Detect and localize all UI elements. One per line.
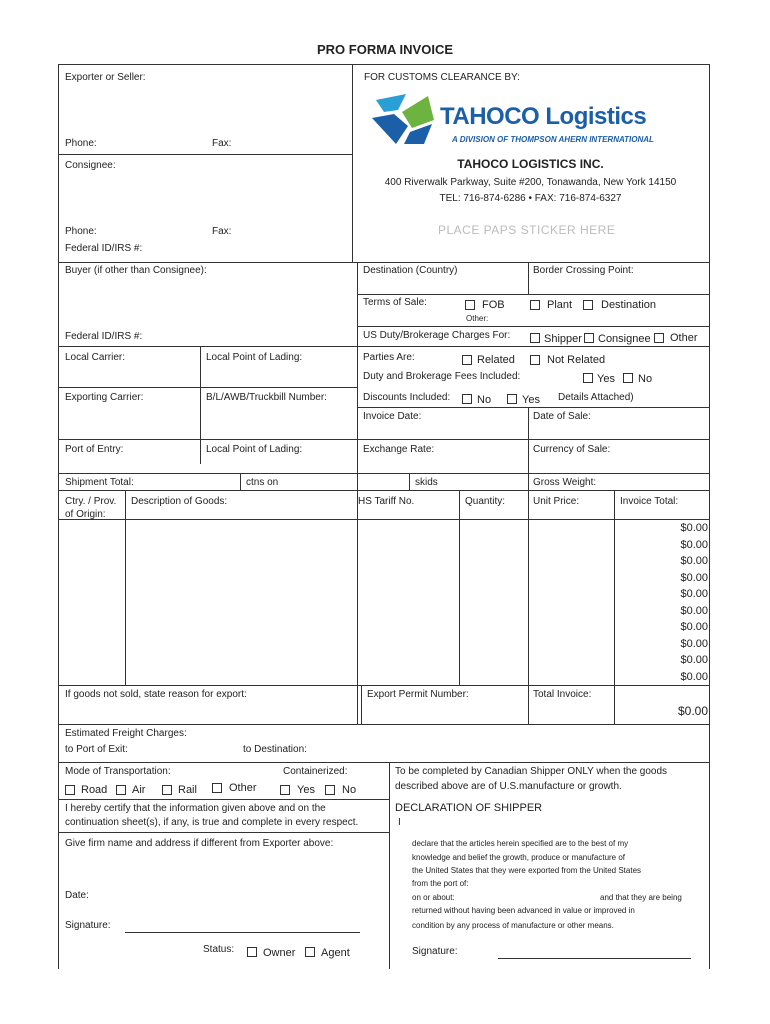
lading-point-label: Local Point of Lading: [206, 444, 303, 455]
line-total: $0.00 [680, 621, 708, 633]
declaration-line4: from the port of: [412, 879, 469, 888]
line-total: $0.00 [680, 588, 708, 600]
related-checkbox[interactable] [462, 355, 472, 365]
duty-shipper-checkbox[interactable] [530, 333, 540, 343]
divider [357, 407, 709, 408]
declaration-line2: knowledge and belief the growth, produce or manufacture of [412, 853, 626, 862]
col-divider [389, 762, 390, 969]
parties-label: Parties Are: [363, 352, 415, 363]
terms-label: Terms of Sale: [363, 297, 427, 308]
road-label: Road [81, 784, 108, 796]
col-divider [528, 262, 529, 294]
col-divider [528, 490, 529, 724]
company-contact: TEL: 716-874-6286 • FAX: 716-874-6327 [439, 193, 622, 204]
frame-top [58, 64, 709, 65]
buyer-federal-id-label: Federal ID/IRS #: [65, 331, 143, 342]
col-divider [409, 473, 410, 490]
certify-line1: I hereby certify that the information given above and on the [65, 803, 326, 814]
divider [58, 387, 357, 388]
status-label: Status: [203, 944, 235, 955]
exporter-phone-label: Phone: [65, 138, 97, 149]
divider [58, 154, 352, 155]
line-total: $0.00 [680, 555, 708, 567]
canadian-line2: described above are of U.S.manufacture or growth. [395, 781, 622, 792]
border-crossing-label: Border Crossing Point: [533, 265, 634, 276]
port-entry-label: Port of Entry: [65, 444, 124, 455]
exporter-fax-label: Fax: [212, 138, 232, 149]
divider [357, 326, 709, 327]
declaration-line7: condition by any process of manufacture or other means. [412, 921, 614, 930]
freight-label: Estimated Freight Charges: [65, 728, 187, 739]
containerized-no-checkbox[interactable] [325, 785, 335, 795]
duty-label: US Duty/Brokerage Charges For: [363, 330, 511, 341]
quantity-header: Quantity: [465, 496, 506, 507]
canadian-line1: To be completed by Canadian Shipper ONLY when the goods [395, 766, 668, 777]
frame-right [709, 64, 710, 969]
discounts-no-label: No [477, 394, 492, 406]
duty-consignee-checkbox[interactable] [584, 333, 594, 343]
mode-label: Mode of Transportation: [65, 766, 171, 777]
duty-shipper-label: Shipper [544, 333, 582, 345]
fees-label: Duty and Brokerage Fees Included: [363, 371, 521, 382]
related-label: Related [477, 354, 515, 366]
duty-consignee-label: Consignee [598, 333, 651, 345]
line-total: $0.00 [680, 638, 708, 650]
owner-label: Owner [263, 947, 296, 959]
buyer-label: Buyer (if other than Consignee): [65, 265, 207, 276]
divider [58, 346, 709, 347]
divider [58, 685, 709, 686]
col-divider [240, 473, 241, 490]
not-sold-label: If goods not sold, state reason for export: [65, 689, 247, 700]
ctry-prov-header: Ctry. / Prov. [65, 496, 117, 507]
discounts-label: Discounts Included: [363, 392, 451, 403]
divider [58, 439, 709, 440]
not-related-checkbox[interactable] [530, 355, 540, 365]
other-mode-checkbox[interactable] [212, 783, 222, 793]
fees-yes-checkbox[interactable] [583, 373, 593, 383]
hs-tariff-header: HS Tariff No. [358, 496, 415, 507]
plant-label: Plant [547, 299, 573, 311]
to-destination-label: to Destination: [243, 744, 307, 755]
declaration-line1: declare that the articles herein specified are to the best of my [412, 839, 629, 848]
total-invoice-value: $0.00 [677, 704, 708, 718]
consignee-phone-label: Phone: [65, 226, 97, 237]
unit-price-header: Unit Price: [533, 496, 580, 507]
discounts-yes-checkbox[interactable] [507, 394, 517, 404]
other-mode-label: Other [229, 782, 257, 794]
agent-label: Agent [321, 947, 350, 959]
discounts-details-label: Details Attached) [558, 392, 634, 403]
declaration-signature-label: Signature: [412, 946, 458, 957]
gross-weight-label: Gross Weight: [533, 477, 597, 488]
exporting-carrier-label: Exporting Carrier: [65, 392, 144, 403]
consignee-label: Consignee: [65, 160, 116, 171]
line-total: $0.00 [680, 522, 708, 534]
frame-left [58, 64, 59, 969]
col-divider [361, 685, 362, 724]
shipment-total-label: Shipment Total: [65, 477, 134, 488]
logo-text: TAHOCO Logistics [440, 103, 647, 130]
skids-label: skids [415, 477, 438, 488]
agent-checkbox[interactable] [305, 947, 315, 957]
declaration-line3: the United States that they were exported from the United States [412, 866, 642, 875]
declaration-line5: on or about: [412, 893, 455, 902]
divider [58, 724, 709, 725]
invoice-total-header: Invoice Total: [620, 496, 679, 507]
frame-right [709, 294, 710, 326]
line-total: $0.00 [680, 572, 708, 584]
destination-checkbox[interactable] [583, 300, 593, 310]
duty-other-label: Other [670, 332, 698, 344]
air-label: Air [132, 784, 146, 796]
divider [58, 473, 709, 474]
terms-other-label: Other: [466, 314, 489, 323]
divider [58, 262, 709, 263]
fob-label: FOB [482, 299, 505, 311]
origin-header: of Origin: [65, 509, 106, 520]
declaration-signature-line[interactable] [498, 958, 691, 959]
owner-checkbox[interactable] [247, 947, 257, 957]
fees-no-label: No [638, 373, 653, 385]
total-invoice-label: Total Invoice: [533, 689, 592, 700]
containerized-label: Containerized: [283, 766, 348, 777]
road-checkbox[interactable] [65, 785, 75, 795]
date-of-sale-label: Date of Sale: [533, 411, 591, 422]
local-lading-label: Local Point of Lading: [206, 352, 303, 363]
col-divider [614, 490, 615, 724]
rail-label: Rail [178, 784, 197, 796]
divider [357, 294, 709, 295]
line-total: $0.00 [680, 539, 708, 551]
fees-no-checkbox[interactable] [623, 373, 633, 383]
company-name: TAHOCO LOGISTICS INC. [457, 157, 604, 171]
col-divider [200, 346, 201, 464]
col-divider [357, 262, 358, 724]
fees-yes-label: Yes [597, 373, 615, 385]
containerized-yes-checkbox[interactable] [280, 785, 290, 795]
ctns-on-label: ctns on [246, 477, 279, 488]
divider [58, 762, 709, 763]
declaration-line5b: and that they are being [600, 893, 682, 902]
bl-number-label: B/L/AWB/Truckbill Number: [206, 392, 327, 403]
divider [58, 519, 709, 520]
rail-checkbox[interactable] [162, 785, 172, 795]
duty-other-checkbox[interactable] [654, 333, 664, 343]
export-permit-label: Export Permit Number: [367, 689, 469, 700]
paps-sticker-area: PLACE PAPS STICKER HERE [438, 223, 616, 237]
not-related-label: Not Related [547, 354, 606, 366]
line-total: $0.00 [680, 671, 708, 683]
consignee-fax-label: Fax: [212, 226, 232, 237]
invoice-date-label: Invoice Date: [363, 411, 422, 422]
page-title: PRO FORMA INVOICE [316, 42, 454, 57]
currency-label: Currency of Sale: [533, 444, 611, 455]
firm-label: Give firm name and address if different from Exporter above: [65, 838, 334, 849]
signature-label: Signature: [65, 920, 111, 931]
divider [58, 832, 389, 833]
line-total: $0.00 [680, 605, 708, 617]
destination-label: Destination (Country) [363, 265, 458, 276]
company-address: 400 Riverwalk Parkway, Suite #200, Tonawanda, New York 14150 [384, 177, 677, 188]
tahoco-logo-mark-icon [368, 90, 438, 148]
exchange-rate-label: Exchange Rate: [363, 444, 435, 455]
containerized-yes-label: Yes [297, 784, 315, 796]
col-divider [528, 407, 529, 497]
customs-label: FOR CUSTOMS CLEARANCE BY: [364, 72, 520, 83]
consignee-federal-id-label: Federal ID/IRS #: [65, 243, 143, 254]
discounts-yes-label: Yes [522, 394, 540, 406]
air-checkbox[interactable] [116, 785, 126, 795]
declaration-title: DECLARATION OF SHIPPER [395, 802, 543, 814]
containerized-no-label: No [342, 784, 357, 796]
exporter-label: Exporter or Seller: [65, 72, 146, 83]
divider [58, 799, 389, 800]
logo-subtext: A DIVISION OF THOMPSON AHERN INTERNATIONAL [452, 135, 654, 144]
local-carrier-label: Local Carrier: [65, 352, 126, 363]
discounts-no-checkbox[interactable] [462, 394, 472, 404]
description-header: Description of Goods: [131, 496, 228, 507]
fob-checkbox[interactable] [465, 300, 475, 310]
port-exit-label: to Port of Exit: [65, 744, 128, 755]
destination-terms-label: Destination [601, 299, 657, 311]
plant-checkbox[interactable] [530, 300, 540, 310]
declaration-line6: returned without having been advanced in value or improved in [412, 906, 635, 915]
certify-line2: continuation sheet(s), if any, is true and complete in every respect. [65, 817, 359, 828]
signature-line[interactable] [125, 932, 360, 933]
declaration-i: I [398, 817, 401, 828]
line-total: $0.00 [680, 654, 708, 666]
date-label: Date: [65, 890, 89, 901]
divider [58, 490, 709, 491]
